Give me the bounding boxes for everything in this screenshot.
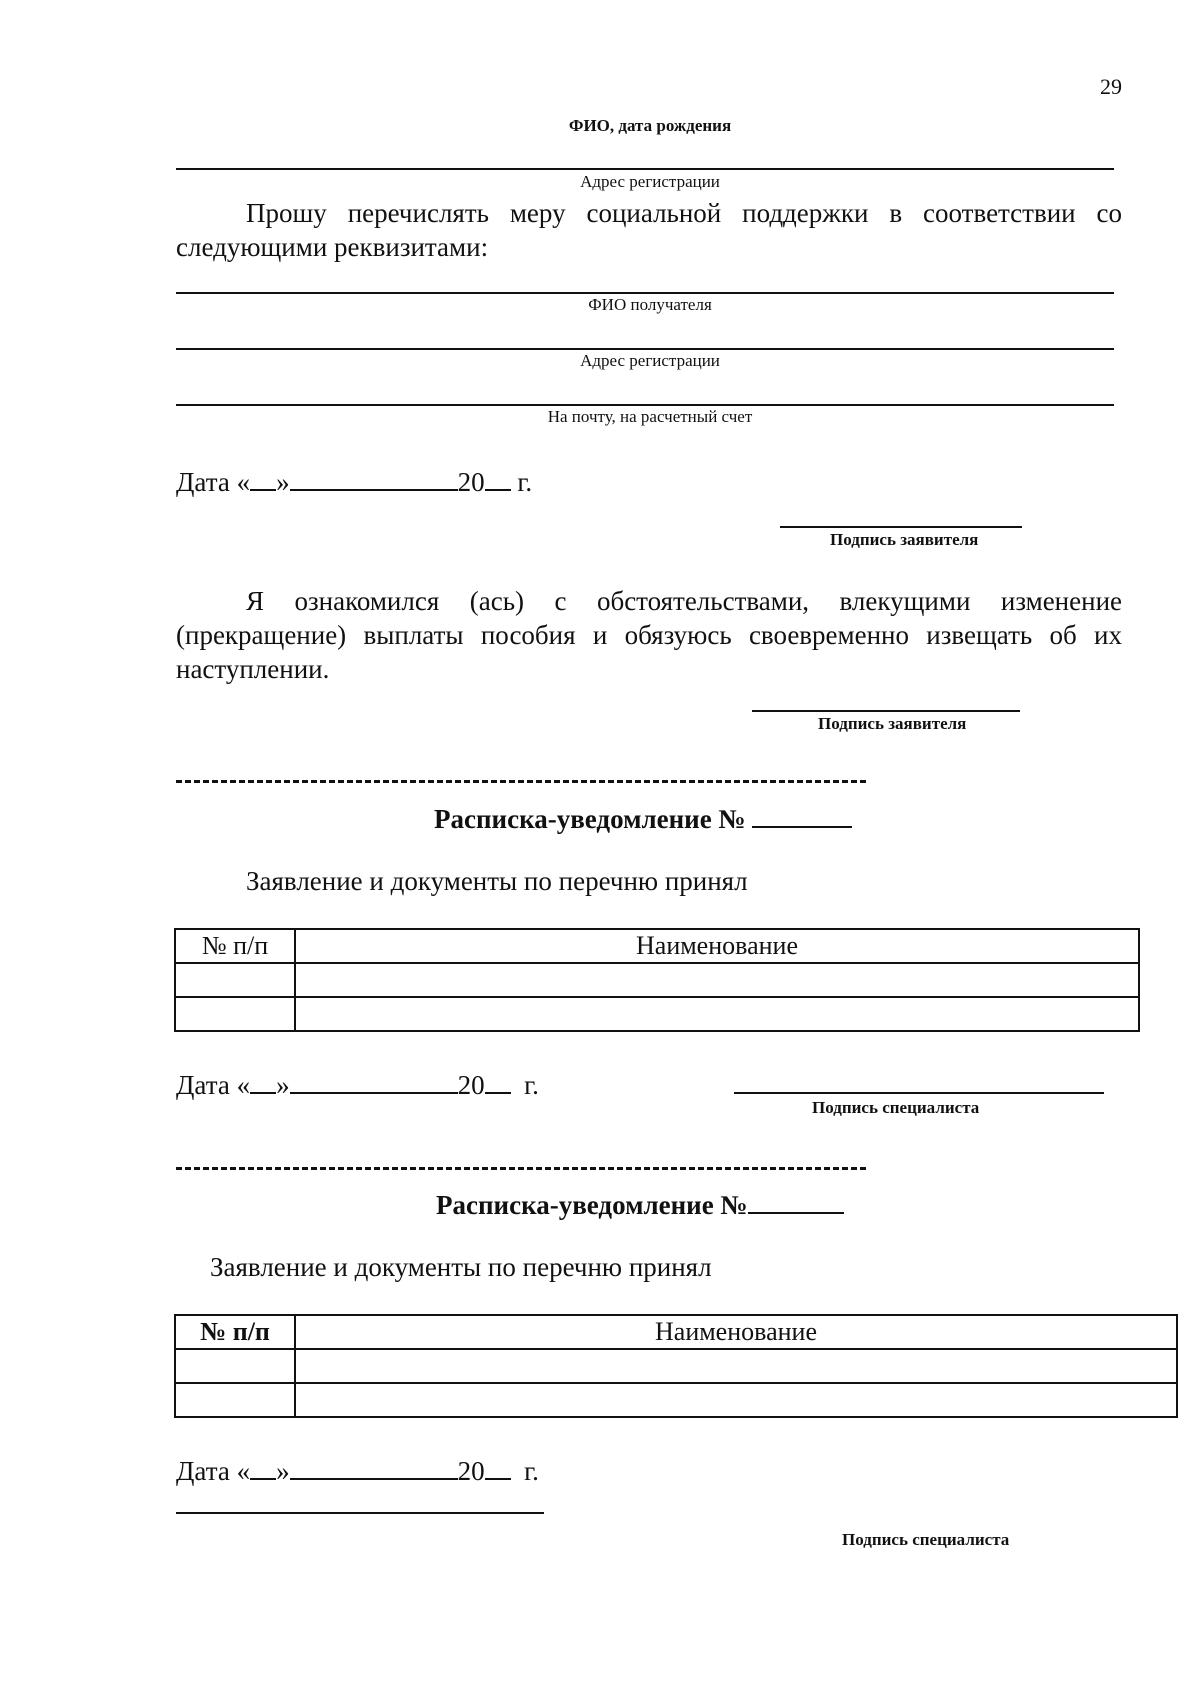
col-name-header: Наименование bbox=[295, 1315, 1177, 1349]
table-row bbox=[175, 1383, 1177, 1417]
day-blank bbox=[250, 463, 276, 491]
year-blank bbox=[485, 1066, 511, 1094]
specialist-signature-rule-1 bbox=[734, 1092, 1104, 1094]
receipt-1-number-blank bbox=[752, 800, 852, 828]
day-blank bbox=[250, 1452, 276, 1480]
month-blank bbox=[290, 1452, 458, 1480]
cut-line-1 bbox=[176, 780, 866, 783]
specialist-signature-rule-2 bbox=[176, 1512, 544, 1514]
acknowledgement-paragraph bbox=[176, 584, 1122, 686]
date-line-1 bbox=[176, 463, 532, 498]
table-header-row bbox=[175, 929, 1139, 963]
date-suffix: » bbox=[276, 1456, 290, 1486]
payment-method-rule bbox=[176, 404, 1114, 406]
acknowledgement-text: Я ознакомился (ась) с обстоятельствами, влекущими изменение (прекращение) выплаты пособия и обязуюсь своевременно извещать об их наступлении. bbox=[176, 586, 1122, 684]
page-number: 29 bbox=[1100, 74, 1122, 99]
year-suffix: г. bbox=[517, 467, 533, 497]
col-number-header: № п/п bbox=[175, 1315, 295, 1349]
date-prefix: Дата « bbox=[176, 1070, 251, 1100]
table-cell bbox=[175, 1349, 295, 1383]
year-blank bbox=[485, 1452, 511, 1480]
table-row bbox=[175, 1349, 1177, 1383]
recipient-address-caption: Адрес регистрации bbox=[580, 351, 720, 370]
specialist-signature-caption-2: Подпись специалиста bbox=[842, 1530, 1010, 1549]
year-prefix: 20 bbox=[457, 467, 485, 497]
receipt-2-documents-table bbox=[174, 1314, 1178, 1418]
table-cell bbox=[175, 1383, 295, 1417]
table-cell bbox=[295, 1349, 1177, 1383]
receipt-1-accepted-text: Заявление и документы по перечню принял bbox=[246, 866, 748, 896]
month-blank bbox=[290, 1066, 458, 1094]
month-blank bbox=[290, 463, 458, 491]
request-paragraph bbox=[176, 196, 1122, 264]
address-caption: Адрес регистрации bbox=[580, 172, 720, 191]
cut-line-2 bbox=[176, 1167, 866, 1170]
date-line-2 bbox=[176, 1066, 539, 1101]
year-suffix: г. bbox=[524, 1456, 539, 1486]
table-row bbox=[175, 997, 1139, 1031]
table-cell bbox=[175, 963, 295, 997]
applicant-signature-caption-1: Подпись заявителя bbox=[830, 530, 979, 549]
col-number-header: № п/п bbox=[175, 929, 295, 963]
applicant-signature-rule-1 bbox=[780, 526, 1022, 528]
table-cell bbox=[175, 997, 295, 1031]
address-rule bbox=[176, 168, 1114, 170]
recipient-caption: ФИО получателя bbox=[588, 295, 712, 314]
applicant-signature-rule-2 bbox=[752, 710, 1020, 712]
date-line-3 bbox=[176, 1452, 539, 1487]
table-cell bbox=[295, 963, 1139, 997]
year-suffix: г. bbox=[524, 1070, 539, 1100]
day-blank bbox=[250, 1066, 276, 1094]
receipt-1-title-text: Расписка-уведомление № bbox=[434, 804, 746, 834]
table-cell bbox=[295, 1383, 1177, 1417]
date-prefix: Дата « bbox=[176, 1456, 251, 1486]
specialist-signature-caption-1: Подпись специалиста bbox=[812, 1098, 980, 1117]
date-suffix: » bbox=[276, 467, 290, 497]
year-prefix: 20 bbox=[457, 1456, 485, 1486]
table-cell bbox=[295, 997, 1139, 1031]
receipt-2-title bbox=[436, 1186, 844, 1221]
receipt-2-title-text: Расписка-уведомление № bbox=[436, 1190, 748, 1220]
receipt-2-number-blank bbox=[748, 1186, 844, 1214]
recipient-rule bbox=[176, 292, 1114, 294]
request-text: Прошу перечислять меру социальной поддержки в соответствии со следующими реквизитами: bbox=[176, 198, 1122, 262]
receipt-1-documents-table bbox=[174, 928, 1140, 1032]
payment-method-caption: На почту, на расчетный счет bbox=[547, 407, 753, 426]
table-header-row bbox=[175, 1315, 1177, 1349]
year-prefix: 20 bbox=[457, 1070, 485, 1100]
year-blank bbox=[485, 463, 511, 491]
fio-birth-caption: ФИО, дата рождения bbox=[568, 116, 732, 135]
receipt-2-accepted-text: Заявление и документы по перечню принял bbox=[210, 1252, 712, 1282]
applicant-signature-caption-2: Подпись заявителя bbox=[818, 714, 967, 733]
receipt-1-title bbox=[434, 800, 852, 835]
col-name-header: Наименование bbox=[295, 929, 1139, 963]
table-row bbox=[175, 963, 1139, 997]
date-suffix: » bbox=[276, 1070, 290, 1100]
date-prefix: Дата « bbox=[176, 467, 251, 497]
recipient-address-rule bbox=[176, 348, 1114, 350]
